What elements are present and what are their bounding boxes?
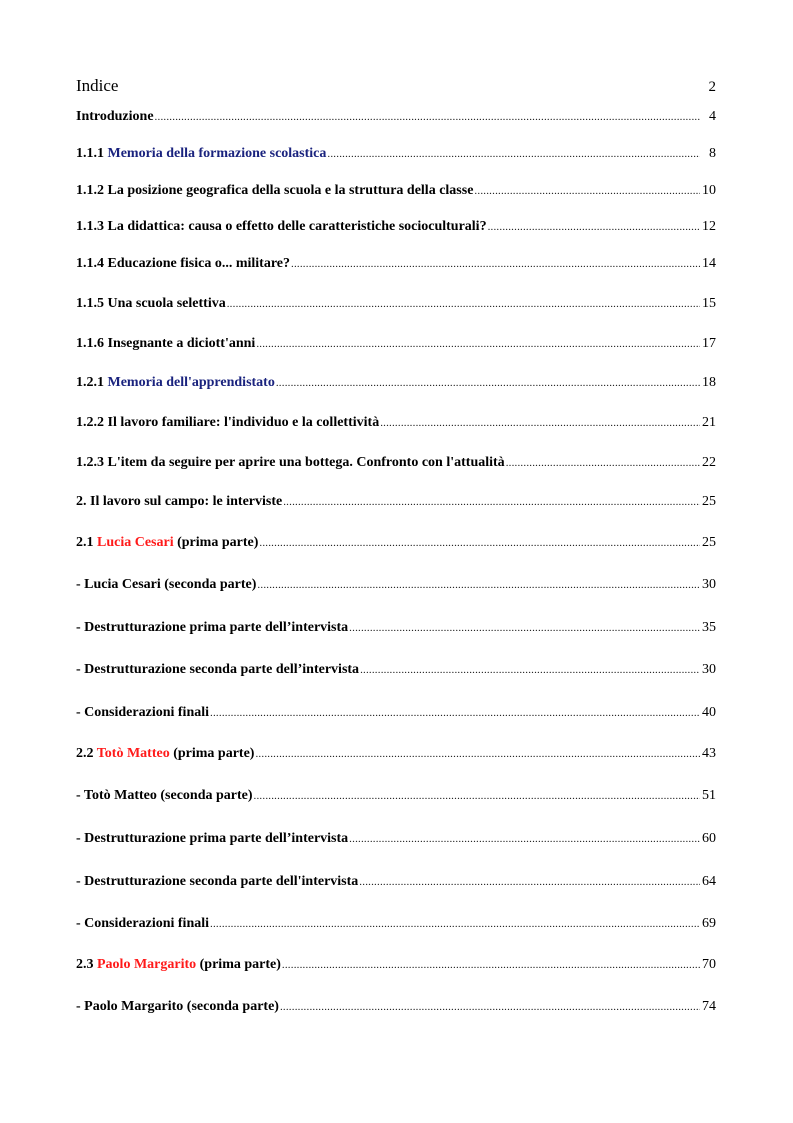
toc-entry[interactable] xyxy=(76,109,716,129)
entry-page-number: 8 xyxy=(709,146,716,161)
entry-label: - Considerazioni finali xyxy=(76,916,210,931)
toc-entry[interactable] xyxy=(76,577,716,597)
entry-page-number: 22 xyxy=(702,455,716,470)
toc-entry[interactable] xyxy=(76,620,716,640)
toc-entry[interactable] xyxy=(76,336,716,356)
toc-entry[interactable] xyxy=(76,746,716,766)
entry-page-number: 30 xyxy=(702,662,716,677)
entry-page-number: 10 xyxy=(702,183,716,198)
dot-leader xyxy=(360,664,700,676)
entry-label: - Destrutturazione prima parte dell’intervista xyxy=(76,831,349,846)
dot-leader xyxy=(227,298,700,310)
toc-entry[interactable] xyxy=(76,494,716,514)
entry-label: 1.2.2 Il lavoro familiare: l'individuo e la collettività xyxy=(76,415,380,430)
entry-page-number: 12 xyxy=(702,219,716,234)
entry-label: 1.1.3 La didattica: causa o effetto delle caratteristiche socioculturali? xyxy=(76,219,487,234)
dot-leader xyxy=(257,579,700,591)
entry-suffix: (prima parte) xyxy=(196,957,281,972)
entry-page-number: 25 xyxy=(702,535,716,550)
entry-number: 2.1 xyxy=(76,535,97,550)
entry-page-number: 18 xyxy=(702,375,716,390)
toc-entry[interactable] xyxy=(76,999,716,1019)
toc-entry[interactable] xyxy=(76,375,716,395)
entry-label: Introduzione xyxy=(76,109,154,124)
dot-leader xyxy=(474,185,700,197)
dot-leader xyxy=(210,707,700,719)
entry-highlight: Lucia Cesari xyxy=(97,535,174,550)
entry-label: 1.1.5 Una scuola selettiva xyxy=(76,296,226,311)
entry-label: - Destrutturazione seconda parte dell'intervista xyxy=(76,874,359,889)
entry-page-number: 60 xyxy=(702,831,716,846)
dot-leader xyxy=(276,377,700,389)
dot-leader xyxy=(283,496,700,508)
entry-page-number: 74 xyxy=(702,999,716,1014)
entry-label: 2. Il lavoro sul campo: le interviste xyxy=(76,494,283,509)
entry-label: 1.2.3 L'item da seguire per aprire una bottega. Confronto con l'attualità xyxy=(76,455,505,470)
entry-page-number: 51 xyxy=(702,788,716,803)
toc-entry[interactable] xyxy=(76,415,716,435)
toc-entry[interactable] xyxy=(76,256,716,276)
dot-leader xyxy=(349,833,700,845)
entry-page-number: 35 xyxy=(702,620,716,635)
dot-leader xyxy=(155,111,700,123)
entry-number: 1.2.1 xyxy=(76,375,108,390)
toc-entry[interactable] xyxy=(76,788,716,808)
dot-leader xyxy=(506,457,700,469)
toc-entry[interactable] xyxy=(76,705,716,725)
toc-entry[interactable] xyxy=(76,916,716,936)
entry-highlight: Totò Matteo xyxy=(96,746,170,761)
entry-highlight: Memoria della formazione scolastica xyxy=(107,146,327,161)
dot-leader xyxy=(256,338,700,350)
toc-entry[interactable] xyxy=(76,535,716,555)
dot-leader xyxy=(488,221,700,233)
entry-page-number: 30 xyxy=(702,577,716,592)
toc-entry[interactable] xyxy=(76,146,716,166)
entry-number: 2.2 xyxy=(76,746,97,761)
entry-label: - Considerazioni finali xyxy=(76,705,210,720)
toc-entry[interactable] xyxy=(76,831,716,851)
entry-label: 1.1.2 La posizione geografica della scuola e la struttura della classe xyxy=(76,183,474,198)
entry-label: - Paolo Margarito (seconda parte) xyxy=(76,999,279,1014)
dot-leader xyxy=(291,258,700,270)
entry-page-number: 21 xyxy=(702,415,716,430)
entry-label: - Destrutturazione prima parte dell’intervista xyxy=(76,620,349,635)
entry-label: 1.1.6 Insegnante a diciott'anni xyxy=(76,336,256,351)
toc-heading xyxy=(76,76,716,98)
entry-suffix: (prima parte) xyxy=(173,535,259,550)
toc-title-page: 2 xyxy=(708,79,716,95)
entry-page-number: 4 xyxy=(709,109,716,124)
entry-number: 1.1.1 xyxy=(76,146,108,161)
entry-label: - Lucia Cesari (seconda parte) xyxy=(76,577,257,592)
dot-leader xyxy=(280,1001,700,1013)
entry-label: 1.1.4 Educazione fisica o... militare? xyxy=(76,256,290,271)
dot-leader xyxy=(282,959,700,971)
entry-page-number: 17 xyxy=(702,336,716,351)
entry-page-number: 15 xyxy=(702,296,716,311)
dot-leader xyxy=(359,876,700,888)
dot-leader xyxy=(349,622,700,634)
entry-page-number: 14 xyxy=(702,256,716,271)
toc-entry[interactable] xyxy=(76,219,716,239)
toc-entry[interactable] xyxy=(76,662,716,682)
toc-entry[interactable] xyxy=(76,455,716,475)
entry-page-number: 64 xyxy=(702,874,716,889)
entry-page-number: 40 xyxy=(702,705,716,720)
dot-leader xyxy=(255,748,700,760)
dot-leader xyxy=(210,918,700,930)
entry-highlight: Memoria dell'apprendistato xyxy=(107,375,275,390)
entry-suffix: (prima parte) xyxy=(169,746,255,761)
dot-leader xyxy=(259,537,700,549)
entry-page-number: 70 xyxy=(702,957,716,972)
entry-page-number: 25 xyxy=(702,494,716,509)
entry-number: 2.3 xyxy=(76,957,97,972)
toc-entry[interactable] xyxy=(76,183,716,203)
entry-label: - Totò Matteo (seconda parte) xyxy=(76,788,253,803)
entry-highlight: Paolo Margarito xyxy=(97,957,197,972)
dot-leader xyxy=(327,148,700,160)
toc-entry[interactable] xyxy=(76,296,716,316)
toc-entry[interactable] xyxy=(76,874,716,894)
entry-label: - Destrutturazione seconda parte dell’intervista xyxy=(76,662,360,677)
entry-page-number: 43 xyxy=(702,746,716,761)
dot-leader xyxy=(254,790,700,802)
entry-page-number: 69 xyxy=(702,916,716,931)
toc-entry[interactable] xyxy=(76,957,716,977)
toc-title: Indice xyxy=(76,76,119,95)
dot-leader xyxy=(380,417,700,429)
